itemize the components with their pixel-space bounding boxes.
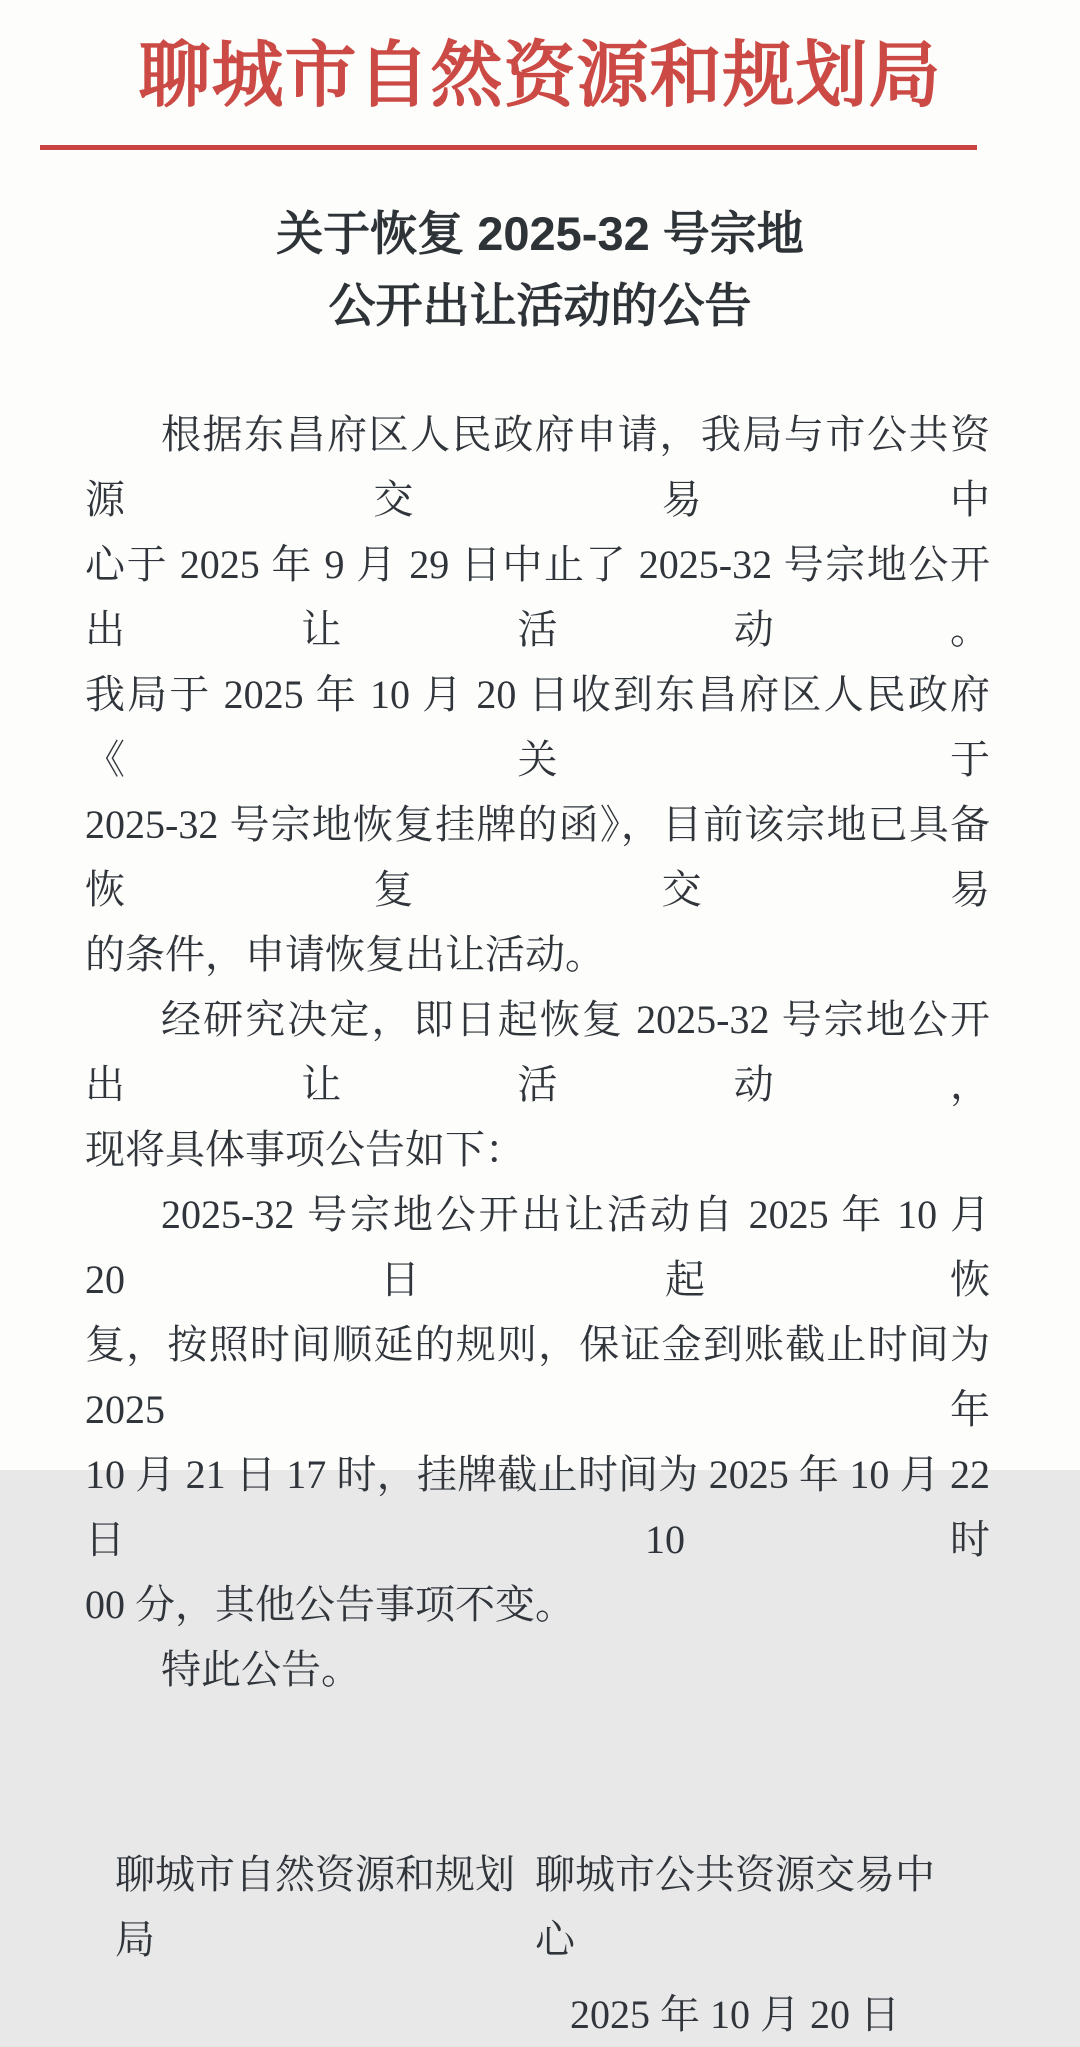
body-line: 复，按照时间顺延的规则，保证金到账截止时间为 2025 年: [85, 1322, 990, 1432]
body-line: 特此公告。: [161, 1647, 361, 1692]
body-line: 根据东昌府区人民政府申请，我局与市公共资源交易中: [85, 412, 990, 522]
body-line: 的条件，申请恢复出让活动。: [85, 932, 605, 977]
document-title-line-1: 关于恢复 2025-32 号宗地: [276, 207, 804, 260]
body-line: 经研究决定，即日起恢复 2025-32 号宗地公开出让活动，: [85, 997, 990, 1107]
body-line: 2025-32 号宗地恢复挂牌的函》，目前该宗地已具备恢复交易: [85, 802, 990, 912]
letterhead-section: [0, 0, 1080, 150]
letterhead-divider-rule: [40, 145, 977, 150]
letterhead-title: 聊城市自然资源和规划局: [138, 36, 942, 116]
body-line: 2025-32 号宗地公开出让活动自 2025 年 10 月 20 日起恢: [85, 1192, 990, 1302]
signature-issuer-left: 聊城市自然资源和规划局: [115, 1852, 515, 1962]
signature-issuer-right: 聊城市公共资源交易中心: [535, 1852, 935, 1962]
document-date: 2025 年 10 月 20 日: [570, 1992, 900, 2037]
body-line: 我局于 2025 年 10 月 20 日收到东昌府区人民政府《关于: [85, 672, 990, 782]
document-body: [85, 402, 990, 1702]
body-line: 10 月 21 日 17 时，挂牌截止时间为 2025 年 10 月 22 日 10 时: [85, 1452, 990, 1562]
body-line: 现将具体事项公告如下：: [85, 1127, 525, 1172]
signature-row: [115, 1842, 955, 1972]
body-line: 00 分，其他公告事项不变。: [85, 1582, 575, 1627]
document-title: [0, 198, 1080, 342]
body-line: 心于 2025 年 9 月 29 日中止了 2025-32 号宗地公开出让活动。: [85, 542, 990, 652]
document-title-line-2: 公开出让活动的公告: [328, 279, 752, 332]
